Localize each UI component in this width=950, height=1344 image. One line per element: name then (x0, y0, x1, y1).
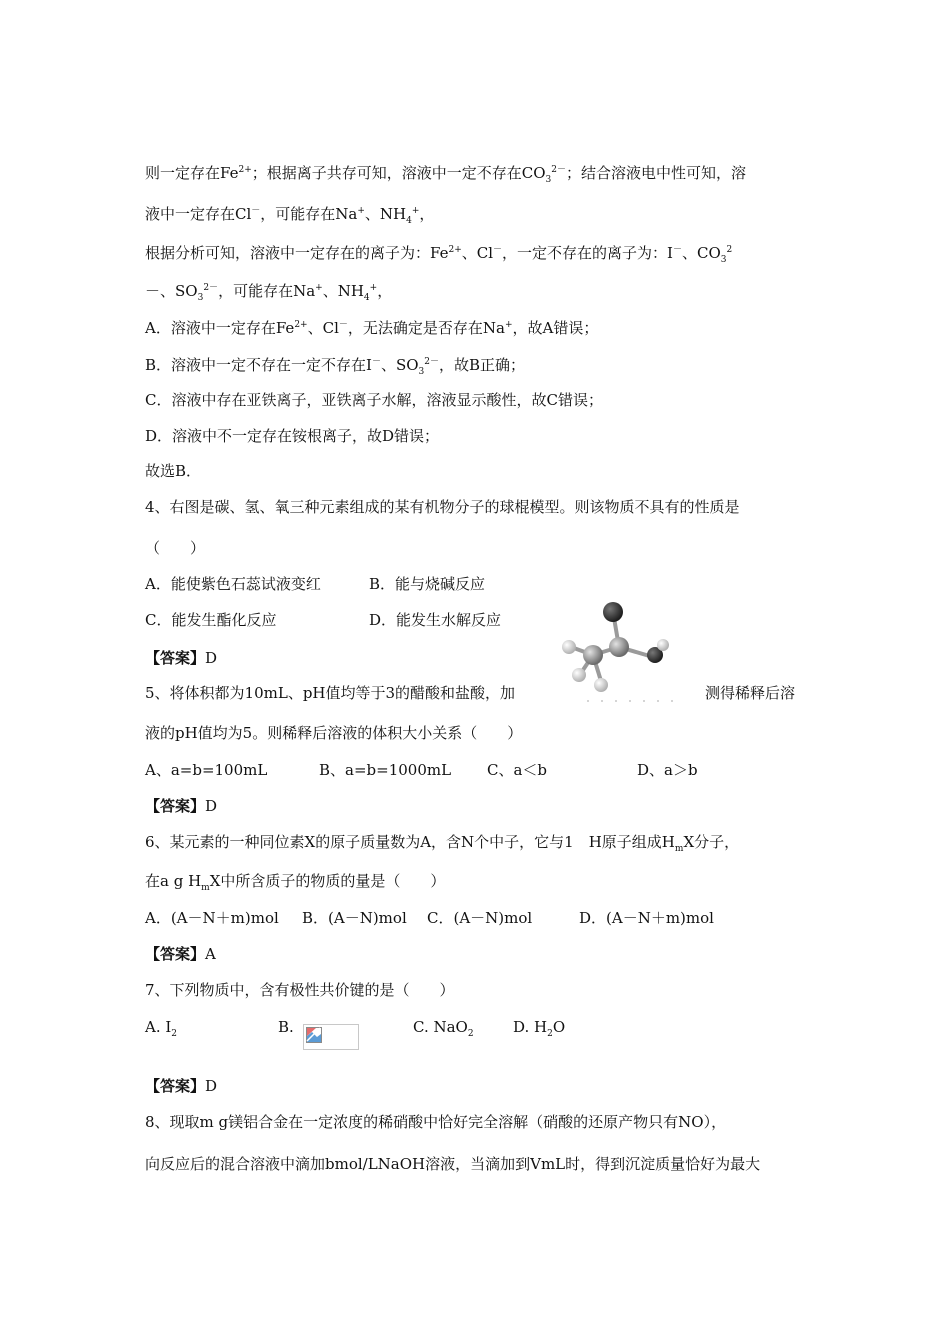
q5-option-a: A、a=b=100mL (145, 761, 268, 779)
answer-label: 【答案】 (145, 649, 206, 667)
q8-stem-2: 向反应后的混合溶液中滴加bmol/LNaOH溶液，当滴加到VmL时，得到沉淀质量恰好为最大 (145, 1155, 761, 1173)
answer-label: 【答案】 (145, 1077, 206, 1095)
q6-option-b: B．(A－N)mol (302, 909, 407, 927)
q7-option-a (145, 1017, 177, 1037)
q5-option-c: C、a＜b (487, 761, 548, 779)
text: ，一定不存在的离子为：I (502, 244, 673, 262)
q4-option-c: C．能发生酯化反应 (145, 611, 277, 629)
q6-stem (145, 832, 739, 852)
carbon-atom (583, 645, 603, 665)
carbon-atom (609, 637, 629, 657)
analysis-option-a (145, 318, 598, 338)
sup: － (338, 320, 348, 330)
text: ，可能存在Na (218, 282, 316, 300)
text: O (552, 1018, 566, 1036)
text: － (145, 282, 161, 300)
text: X分子， (683, 833, 740, 851)
sup: 2+ (294, 320, 308, 330)
q7-answer (145, 1076, 217, 1096)
sup: + (369, 283, 378, 293)
q5-answer (145, 796, 217, 816)
text: 5、将体积都为10mL、pH值均等于3的醋酸和盐酸，加 (145, 684, 516, 702)
answer-label: 【答案】 (145, 797, 206, 815)
q6-option-c: C．(A－N)mol (427, 909, 533, 927)
q6-answer (145, 944, 216, 964)
q4-option-b: B．能与烧碱反应 (369, 575, 486, 593)
q4-stem: 4、右图是碳、氢、氧三种元素组成的某有机物分子的球棍模型。则该物质不具有的性质是 (145, 498, 740, 516)
text: X中所含质子的物质的量是（ ） (209, 872, 446, 890)
text: ；结合溶液电中性可知，溶 (566, 164, 747, 182)
analysis-line-1 (145, 163, 746, 183)
hydrogen-atom (562, 640, 576, 654)
text: 在a g H (145, 872, 202, 890)
sub: 3 (197, 293, 204, 303)
q7-option-d (513, 1017, 565, 1037)
q4-options-row-1 (145, 574, 645, 594)
text: A. I (145, 1018, 172, 1036)
answer-value: A (205, 945, 216, 963)
text: 、CO (682, 244, 721, 262)
text: ；根据离子共存可知，溶液中一定不存在CO (251, 164, 546, 182)
sup: 2－ (203, 283, 219, 293)
text: 、NH (322, 282, 364, 300)
q4-answer (145, 648, 217, 668)
text: 、Cl (461, 244, 494, 262)
analysis-conclusion: 故选B． (145, 462, 202, 480)
text: ，无法确定是否存在Na (347, 319, 505, 337)
sup: 2+ (448, 245, 462, 255)
text: 测得稀释后溶 (705, 684, 796, 702)
sub: m (201, 883, 210, 893)
sub: 2 (171, 1029, 178, 1039)
broken-image-icon (306, 1027, 322, 1043)
text: A．溶液中一定存在Fe (145, 319, 295, 337)
sup: － (251, 206, 261, 216)
sup: － (371, 357, 381, 367)
answer-label: 【答案】 (145, 945, 206, 963)
hydrogen-atom (572, 668, 586, 682)
sup: + (411, 206, 420, 216)
q5-options (145, 760, 745, 780)
analysis-line-3 (145, 243, 732, 263)
sub: m (674, 844, 684, 854)
text: 6、某元素的一种同位素X的原子质量数为A，含N个中子，它与1 H原子组成H (145, 833, 675, 851)
q4-paren: （ ） (145, 539, 206, 557)
sub: 4 (406, 216, 412, 226)
text: ，可能存在Na (260, 205, 358, 223)
q5-stem-2: 液的pH值均为5。则稀释后溶液的体积大小关系（ ） (145, 724, 523, 742)
sub: 4 (363, 293, 370, 303)
sub: 3 (545, 175, 552, 185)
answer-value: D (205, 797, 218, 815)
hydrogen-atom (657, 639, 669, 651)
text: 则一定存在Fe (145, 164, 239, 182)
q4-option-d: D．能发生水解反应 (369, 611, 502, 629)
answer-value: D (205, 649, 218, 667)
q6-stem-2 (145, 871, 445, 891)
oxygen-atom (603, 602, 623, 622)
sup: － (493, 245, 503, 255)
faint-dots-decoration (580, 693, 700, 705)
sup: 2－ (424, 357, 440, 367)
text: 、Cl (307, 319, 339, 337)
answer-value: D (205, 1077, 218, 1095)
q6-option-d: D．(A－N＋m)mol (579, 909, 714, 927)
analysis-option-b (145, 355, 525, 375)
text: D. H (513, 1018, 548, 1036)
sub: 3 (418, 367, 425, 377)
sup: 2－ (551, 165, 566, 175)
text: 、SO (160, 282, 198, 300)
text: 、NH (364, 205, 407, 223)
sup: + (357, 206, 365, 216)
q5-stem (145, 683, 805, 703)
text: ，故B正确； (439, 356, 526, 374)
analysis-option-c: C．溶液中存在亚铁离子，亚铁离子水解，溶液显示酸性，故C错误； (145, 391, 603, 409)
sup: － (672, 245, 682, 255)
q7-stem: 7、下列物质中，含有极性共价键的是（ ） (145, 981, 455, 999)
q6-option-a: A．(A－N＋m)mol (145, 909, 279, 927)
sup: 2 (726, 245, 733, 255)
text: 根据分析可知，溶液中一定存在的离子为：Fe (145, 244, 449, 262)
text: 、SO (380, 356, 419, 374)
q7-option-c (413, 1017, 474, 1037)
sub: 3 (720, 255, 727, 265)
text: ， (419, 205, 435, 223)
q7-options (145, 1017, 745, 1037)
q5-option-d: D、a＞b (637, 761, 698, 779)
q4-option-a: A．能使紫色石蕊试液变红 (145, 575, 321, 593)
broken-image-placeholder (303, 1024, 359, 1050)
text: ，故A错误； (512, 319, 599, 337)
q8-stem: 8、现取m g镁铝合金在一定浓度的稀硝酸中恰好完全溶解（硝酸的还原产物只有NO）， (145, 1113, 727, 1131)
analysis-option-d: D．溶液中不一定存在铵根离子，故D错误； (145, 427, 440, 445)
text: B．溶液中一定不存在一定不存在I (145, 356, 372, 374)
analysis-line-2 (145, 204, 434, 224)
sup: + (315, 283, 323, 293)
q6-options (145, 908, 745, 928)
text: 液中一定存在Cl (145, 205, 252, 223)
analysis-line-4 (145, 281, 392, 301)
sub: 2 (547, 1029, 553, 1039)
text: C. NaO (413, 1018, 468, 1036)
sup: 2+ (238, 165, 252, 175)
q7-option-b: B. (278, 1018, 294, 1036)
sup: + (504, 320, 513, 330)
text: ， (377, 282, 393, 300)
sub: 2 (467, 1029, 474, 1039)
q5-option-b: B、a=b=1000mL (319, 761, 452, 779)
